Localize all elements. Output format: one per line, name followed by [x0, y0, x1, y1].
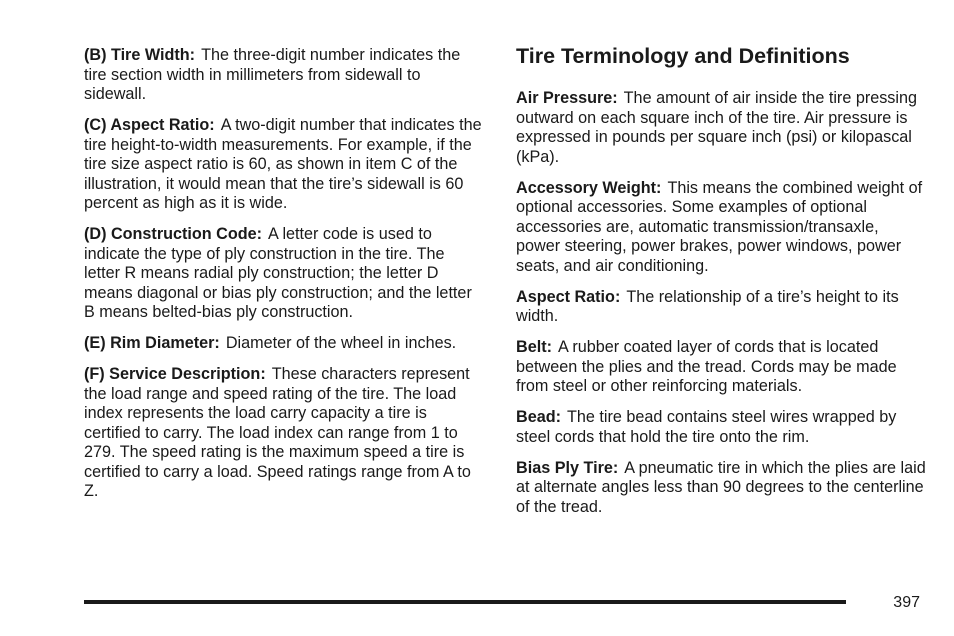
- page-number: 397: [893, 594, 920, 611]
- definition-construction-code: [84, 225, 484, 323]
- footer-rule: [84, 600, 846, 604]
- term-label: (C) Aspect Ratio:: [84, 116, 215, 134]
- term-description: The relationship of a tire’s height to its width.: [516, 287, 899, 325]
- section-title: Tire Terminology and Definitions: [516, 44, 850, 68]
- term-label: Bias Ply Tire:: [516, 458, 619, 477]
- definition-belt: [516, 338, 926, 397]
- definition-air-pressure: [516, 89, 926, 167]
- term-label: (D) Construction Code:: [84, 225, 263, 243]
- term-description: A two-digit number that indicates the tire height-to-width measurements. For example, if the tire size aspect ratio is 60, as shown in item C of the illustration, it would mean that the tire’s sidewall is 60 percent as high as it is wide.: [84, 116, 482, 212]
- term-label: (B) Tire Width:: [84, 46, 196, 64]
- term-description: The amount of air inside the tire pressing outward on each square inch of the tire. Air pressure is expressed in pounds per square inch (psi) or kilopascal (kPa).: [516, 89, 917, 166]
- term-description: A rubber coated layer of cords that is located between the plies and the tread. Cords may be made from steel or other reinforcing materials.: [516, 338, 897, 395]
- definition-bias-ply-tire: [516, 459, 926, 518]
- definition-service-description: [84, 365, 484, 502]
- term-description: A pneumatic tire in which the plies are laid at alternate angles less than 90 degrees to the centerline of the tread.: [516, 458, 926, 516]
- term-label: Bead:: [516, 408, 561, 426]
- term-description: The three-digit number indicates the tire section width in millimeters from sidewall to sidewall.: [84, 46, 461, 103]
- term-description: A letter code is used to indicate the type of ply construction in the tire. The letter R means radial ply construction; the letter D means diagonal or bias ply construction; and the letter B means belted-bias ply construction.: [84, 225, 472, 321]
- definition-tire-width: [84, 46, 484, 105]
- definition-aspect-ratio-c: [84, 116, 484, 214]
- term-label: Accessory Weight:: [516, 178, 662, 197]
- term-label: (F) Service Description:: [84, 365, 266, 383]
- definition-bead: [516, 408, 926, 447]
- term-description: Diameter of the wheel in inches.: [225, 334, 457, 352]
- right-column: [516, 42, 926, 529]
- term-label: Aspect Ratio:: [516, 287, 621, 306]
- left-column: [84, 46, 484, 513]
- term-label: (E) Rim Diameter:: [84, 334, 220, 352]
- term-label: Belt:: [516, 338, 552, 356]
- term-label: Air Pressure:: [516, 89, 618, 107]
- definition-rim-diameter: [84, 334, 484, 354]
- definition-aspect-ratio: [516, 288, 926, 327]
- term-description: These characters represent the load range and speed rating of the tire. The load index represents the load carry capacity a tire is certified to carry. The load index can range from 1 to 279. The speed rating is the maximum speed a tire is certified to carry a load. Speed ratings range from A to Z.: [84, 365, 471, 500]
- term-description: The tire bead contains steel wires wrapped by steel cords that hold the tire onto the rim.: [516, 408, 897, 446]
- definition-accessory-weight: [516, 179, 926, 277]
- term-description: This means the combined weight of optional accessories. Some examples of optional accessories are, automatic transmission/transaxle, power steering, power brakes, power windows, power seats, and air conditioning.: [516, 178, 923, 275]
